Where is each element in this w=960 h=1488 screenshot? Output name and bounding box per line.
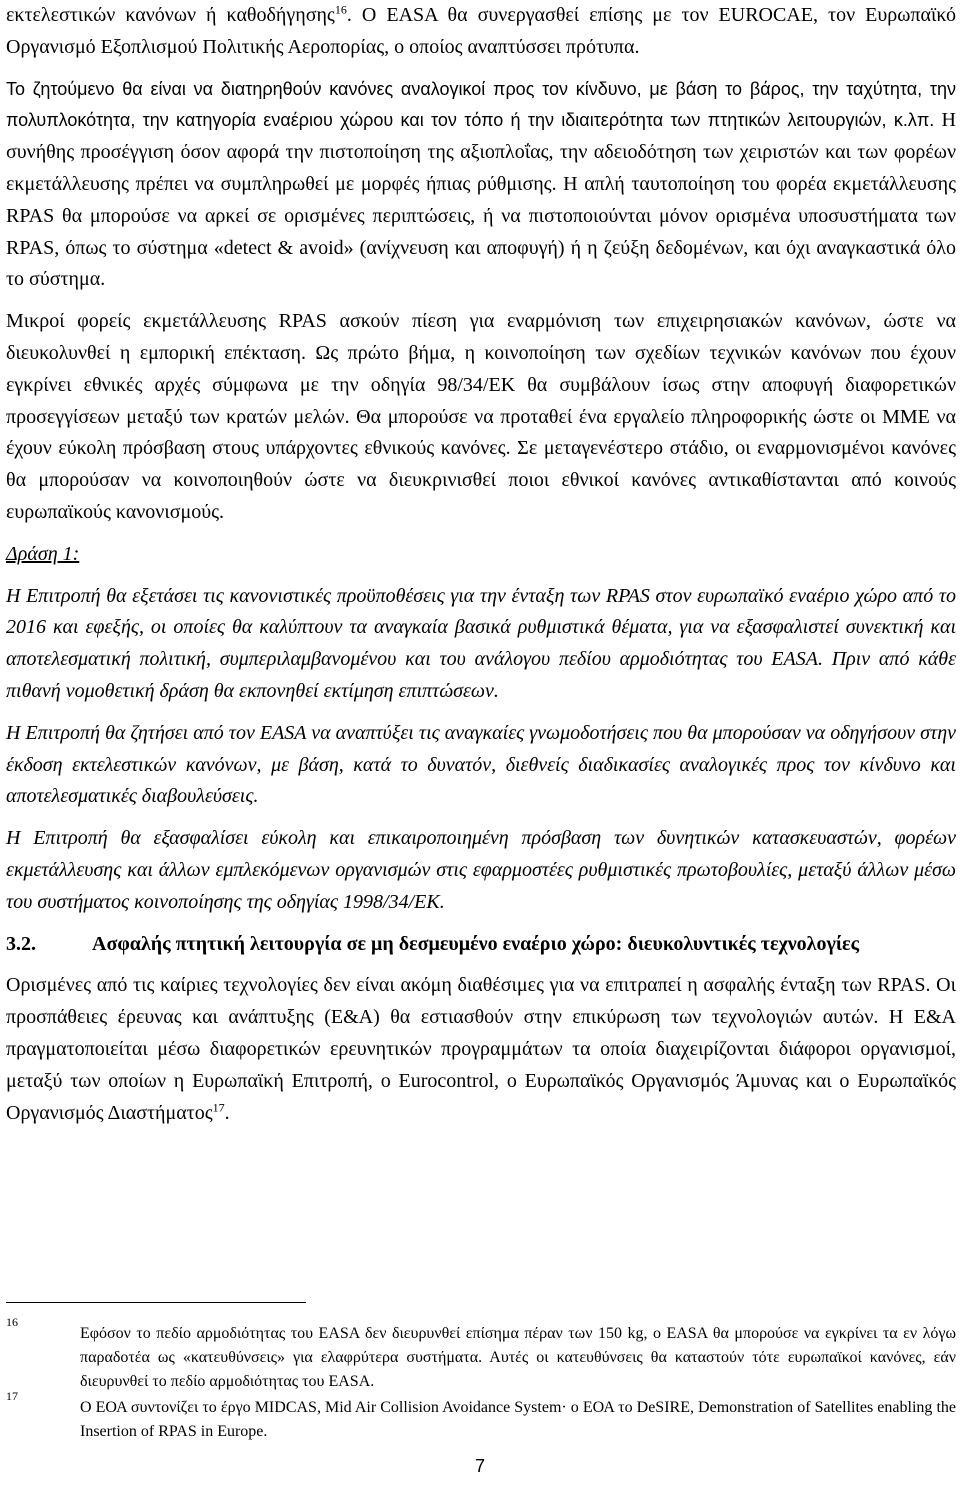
paragraph-action-1a: Η Επιτροπή θα εξετάσει τις κανονιστικές προϋποθέσεις για την ένταξη των RPAS στον ευρωπαϊκό εναέριο χώρο από το 2016 και εφεξής, οι οποίες θα καλύπτουν τα αναγκαία βασικά ρυθμιστικά θέματα, για να εξασφαλιστεί συνεκτική και αποτελεσματική πολιτική, συμπεριλαμβανομένου και του ανάλογου πεδίου αρμοδιότητας του EASA. Πριν από κάθε πιθανή νομοθετική δράση θα εκπονηθεί εκτίμηση επιπτώσεων. (6, 584, 956, 702)
paragraph-text: Η συνήθης προσέγγιση όσον αφορά την πιστοποίηση της αξιοπλοΐας, την αδειοδότηση των χειριστών και των φορέων εκμετάλλευσης πρέπει να συμπληρωθεί με μορφές ήπιας ρύθμισης. Η απλή ταυτοποίηση του φορέα εκμετάλλευσης RPAS θα μπορούσε να αρκεί σε ορισμένες περιπτώσεις, ή να πιστοποιούνται μόνον ορισμένα υποσυστήματα των RPAS, όπως το σύστημα «detect & avoid» (ανίχνευση και αποφυγή) ή η ζεύξη δεδομένων, και όχι αναγκαστικά όλο το σύστημα. (6, 109, 956, 291)
paragraph-easa-cooperation (6, 0, 956, 64)
document-page (6, 0, 956, 1129)
footnotes (6, 1315, 956, 1446)
footnote-16 (6, 1315, 956, 1394)
footnote-separator (6, 1302, 306, 1303)
section-heading (6, 929, 956, 961)
footnote-ref-17[interactable]: 17 (212, 1099, 225, 1114)
paragraph-text: Ορισμένες από τις καίριες τεχνολογίες δεν είναι ακόμη διαθέσιμες για να επιτραπεί η ασφαλής ένταξη των RPAS. Οι προσπάθειες έρευνας και ανάπτυξης (Ε&Α) θα εστιασθούν στην επικύρωση των τεχνολογιών αυτών. Η Ε&Α πραγματοποιείται μέσω διαφορετικών ερευνητικών προγραμμάτων τα οποία διαχειρίζονται διάφοροι οργανισμοί, μεταξύ των οποίων η Ευρωπαϊκή Επιτροπή, ο Eurocontrol, ο Ευρωπαϊκός Οργανισμός Άμυνας και ο Ευρωπαϊκός Οργανισμός Διαστήματος (6, 974, 956, 1124)
paragraph-action-1b: Η Επιτροπή θα ζητήσει από τον EASA να αναπτύξει τις αναγκαίες γνωμοδοτήσεις που θα μπορούσαν να οδηγήσουν στην έκδοση εκτελεστικών κανόνων, με βάση, κατά το δυνατόν, διεθνείς διαδικασίες αναλογικές προς τον κίνδυνο και αποτελεσματικές διαβουλεύσεις. (6, 721, 956, 808)
footnote-number: 17 (6, 1389, 18, 1403)
section-number: 3.2. (6, 932, 36, 955)
footnote-text: Εφόσον το πεδίο αρμοδιότητας του EASA δεν διευρυνθεί επίσημα πέραν των 150 kg, ο EASA θα μπορούσε να εγκρίνει τα εν λόγω παραδοτέα ως «κατευθύνσεις» για ελαφρύτερα συστήματα. Αυτές οι κατευθύνσεις θα καταστούν τότε ευρωπαϊκοί κανόνες, εάν διευρυνθεί το πεδίο αρμοδιότητας του EASA. (80, 1325, 956, 1390)
footnote-text: Ο ΕΟΑ συντονίζει το έργο MIDCAS, Mid Air Collision Avoidance System· ο ΕΟΑ το DeSIRE, Demonstration of Satellites enabling the Insertion of RPAS in Europe. (80, 1399, 956, 1440)
footnote-ref-16[interactable]: 16 (334, 2, 347, 17)
paragraph-text: . Ο EASA θα συνεργασθεί επίσης με τον EUROCAE, τον Ευρωπαϊκό Οργανισμό Εξοπλισμού Πολιτικής Αεροπορίας, ο οποίος αναπτύσσει πρότυπα. (6, 4, 957, 58)
action-heading-label: Δράση 1: (6, 542, 80, 565)
page-number: 7 (474, 1456, 485, 1476)
footnote-17 (6, 1389, 956, 1444)
paragraph-text-sans: Το ζητούμενο θα είναι να διατηρηθούν κανόνες αναλογικοί προς τον κίνδυνο, με βάση το βάρος, την ταχύτητα, την πολυπλοκότητα, την κατηγορία εναέριου χώρου και τον τόπο ή την ιδιαιτερότητα των πτητικών λειτουργιών, κ.λπ. (6, 78, 956, 131)
paragraph-proportional-rules (6, 74, 956, 297)
footnote-number: 16 (6, 1315, 18, 1329)
paragraph-small-operators: Μικροί φορείς εκμετάλλευσης RPAS ασκούν πίεση για εναρμόνιση των επιχειρησιακών κανόνων, ώστε να διευκολυνθεί η εμπορική επέκταση. Ως πρώτο βήμα, η κοινοποίηση των σχεδίων τεχνικών κανόνων που έχουν εγκρίνει εθνικές αρχές σύμφωνα με την οδηγία 98/34/ΕΚ θα συμβάλουν ίσως στην αποφυγή διαφορετικών προσεγγίσεων μεταξύ των κρατών μελών. Θα μπορούσε να προταθεί ένα εργαλείο πληροφορικής ώστε οι ΜΜΕ να έχουν εύκολη πρόσβαση στους υπάρχοντες εθνικούς κανόνες. Σε μεταγενέστερο στάδιο, οι εναρμονισμένοι κανόνες θα μπορούσαν να κοινοποιηθούν ώστε να διευκρινισθεί ποιοι εθνικοί κανόνες αντικαθίστανται από κοινούς ευρωπαϊκούς κανονισμούς. (6, 310, 956, 523)
action-heading (6, 539, 956, 571)
paragraph-text: εκτελεστικών κανόνων ή καθοδήγησης (6, 4, 335, 26)
paragraph-technologies (6, 970, 956, 1129)
paragraph-action-1c: Η Επιτροπή θα εξασφαλίσει εύκολη και επικαιροποιημένη πρόσβαση των δυνητικών κατασκευαστών, φορέων εκμετάλλευσης και άλλων εμπλεκόμενων οργανισμών στις εφαρμοστέες ρυθμιστικές πρωτοβουλίες, μεταξύ άλλων μέσω του συστήματος κοινοποίησης της οδηγίας 1998/34/ΕΚ. (6, 827, 956, 913)
paragraph-text: . (224, 1101, 230, 1124)
section-title: Ασφαλής πτητική λειτουργία σε μη δεσμευμένο εναέριο χώρο: διευκολυντικές τεχνολογίες (92, 932, 860, 955)
